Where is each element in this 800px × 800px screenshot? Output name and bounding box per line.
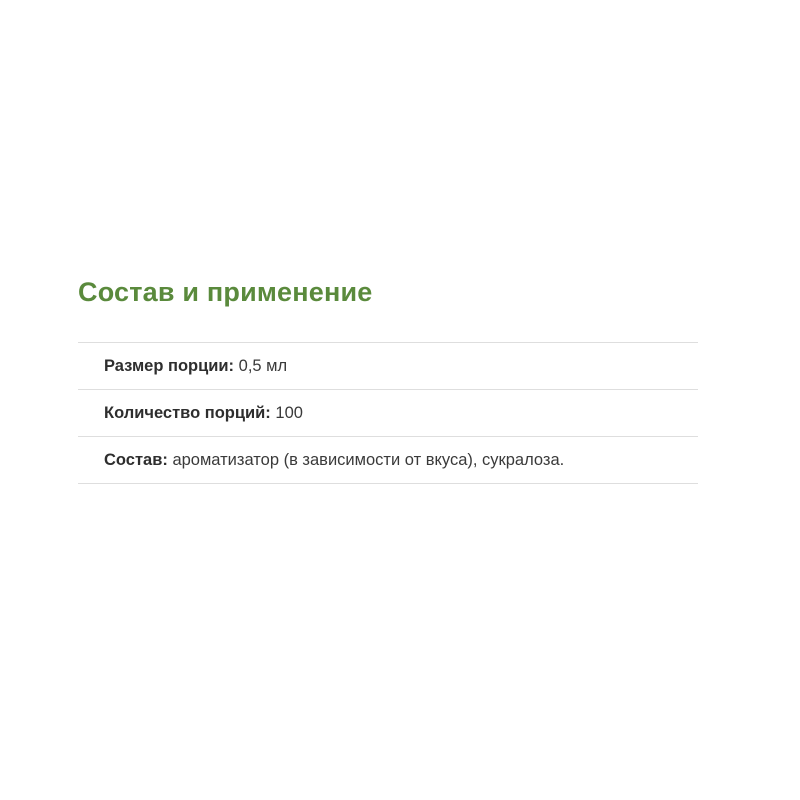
page-title: Состав и применение [78, 277, 373, 307]
serving-size-label: Размер порции: [104, 356, 239, 375]
table-row [78, 342, 698, 389]
servings-count-cell [78, 389, 698, 436]
servings-count-value: 100 [275, 403, 303, 422]
ingredients-label: Состав: [104, 451, 173, 470]
table-row [78, 437, 698, 484]
table-row [78, 389, 698, 436]
composition-section [78, 278, 718, 484]
servings-count-label: Количество порций: [104, 403, 276, 422]
ingredients-cell [78, 437, 698, 484]
ingredients-value: ароматизатор (в зависимости от вкуса), сукралоза. [172, 451, 565, 470]
specification-table [78, 342, 698, 485]
serving-size-value: 0,5 мл [238, 356, 288, 375]
serving-size-cell [78, 342, 698, 389]
